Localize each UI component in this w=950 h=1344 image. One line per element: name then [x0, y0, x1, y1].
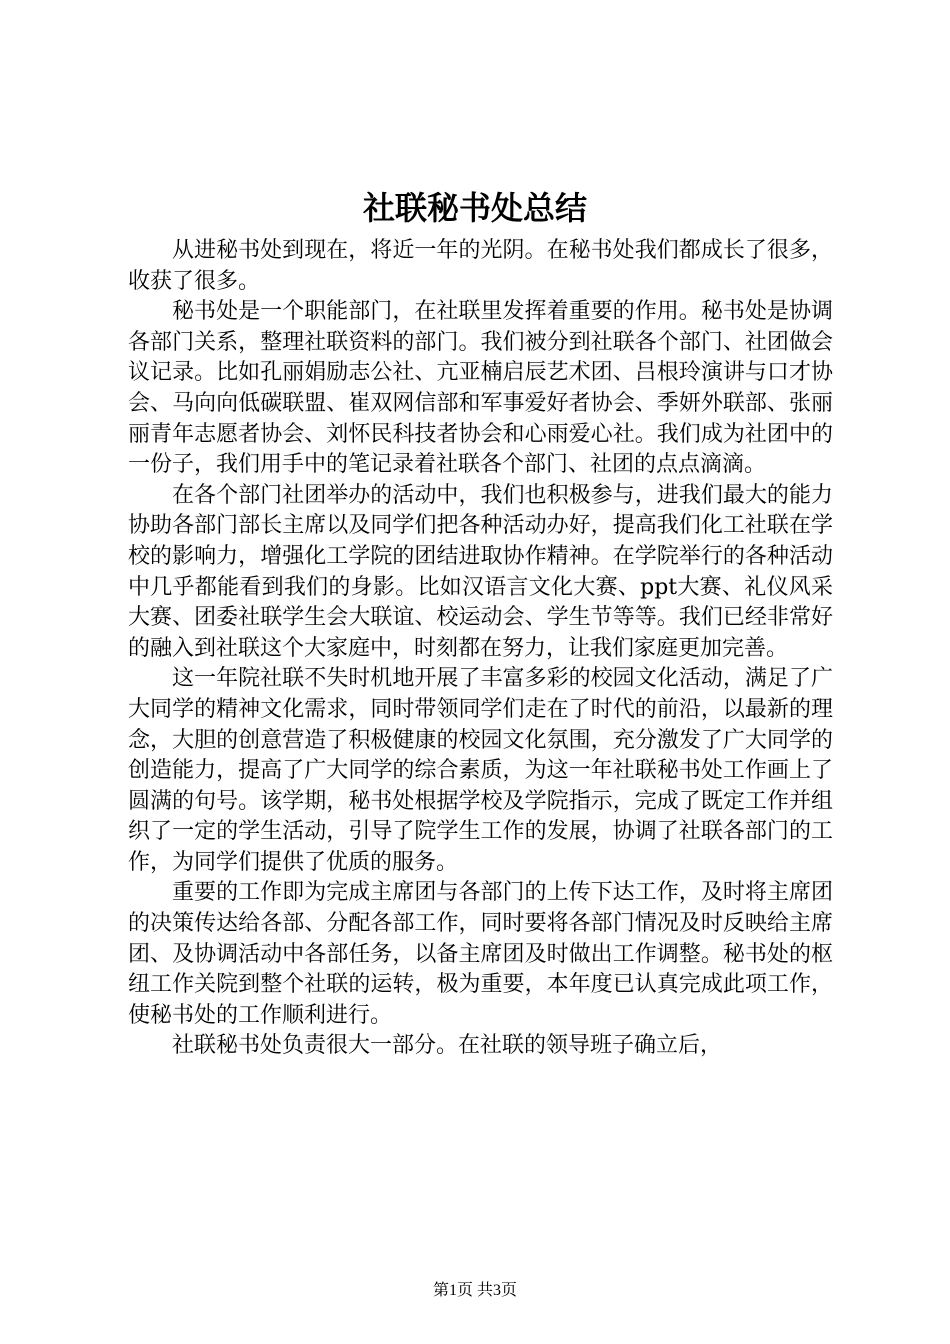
- paragraph: 这一年院社联不失时机地开展了丰富多彩的校园文化活动，满足了广大同学的精神文化需求，同时带领同学们走在了时代的前沿，以最新的理念，大胆的创意营造了积极健康的校园文化氛围，充分激发了广大同学的创造能力，提高了广大同学的综合素质，为这一年社联秘书处工作画上了圆满的句号。该学期，秘书处根据学校及学院指示，完成了既定工作并组织了一定的学生活动，引导了院学生工作的发展，协调了社联各部门的工作，为同学们提供了优质的服务。: [128, 666, 833, 875]
- document-title: 社联秘书处总结: [362, 189, 587, 227]
- paragraph: 从进秘书处到现在，将近一年的光阴。在秘书处我们都成长了很多，收获了很多。: [128, 238, 833, 294]
- paragraph: 秘书处是一个职能部门，在社联里发挥着重要的作用。秘书处是协调各部门关系，整理社联资料的部门。我们被分到社联各个部门、社团做会议记录。比如孔丽娟励志公社、亢亚楠启辰艺术团、吕根玲演讲与口才协会、马向向低碳联盟、崔双网信部和军事爱好者协会、季妍外联部、张丽丽青年志愿者协会、刘怀民科技者协会和心雨爱心社。我们成为社团中的一份子，我们用手中的笔记录着社联各个部门、社团的点点滴滴。: [128, 299, 833, 478]
- paragraph: 在各个部门社团举办的活动中，我们也积极参与，进我们最大的能力协助各部门部长主席以及同学们把各种活动办好，提高我们化工社联在学校的影响力，增强化工学院的团结进取协作精神。在学院举行的各种活动中几乎都能看到我们的身影。比如汉语言文化大赛、ppt大赛、礼仪风采大赛、团委社联学生会大联谊、校运动会、学生节等等。我们已经非常好的融入到社联这个大家庭中，时刻都在努力，让我们家庭更加完善。: [128, 482, 833, 661]
- paragraph: 重要的工作即为完成主席团与各部门的上传下达工作，及时将主席团的决策传达给各部、分配各部工作，同时要将各部门情况及时反映给主席团、及协调活动中各部任务，以备主席团及时做出工作调整。秘书处的枢纽工作关院到整个社联的运转，极为重要，本年度已认真完成此项工作，使秘书处的工作顺利进行。: [128, 880, 833, 1028]
- page-number-footer: 第1页 共3页: [432, 1282, 517, 1299]
- paragraph: 社联秘书处负责很大一部分。在社联的领导班子确立后，: [172, 1033, 723, 1059]
- document-body: [128, 236, 833, 1062]
